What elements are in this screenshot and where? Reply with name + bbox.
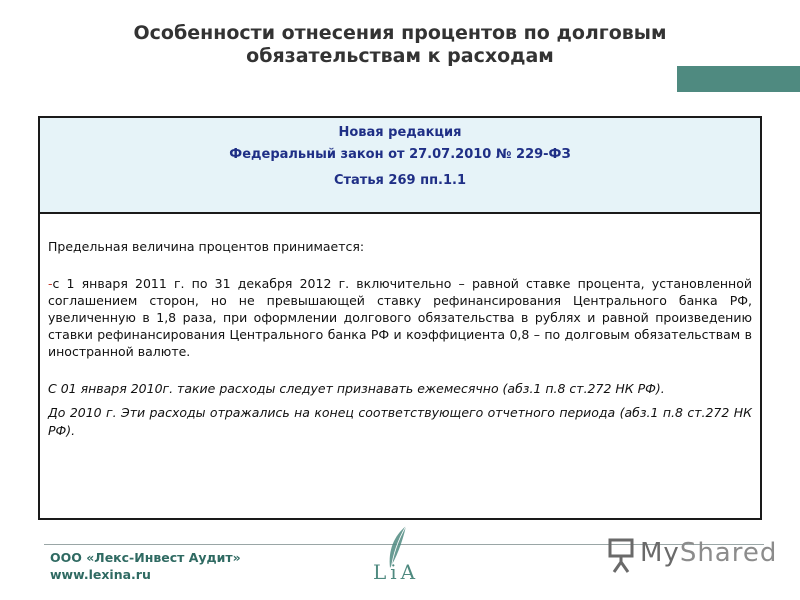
note-before-2010: До 2010 г. Эти расходы отражались на конец соответствующего отчетного периода (абз.1 п.8 ст.272 НК РФ). <box>48 405 752 438</box>
watermark-part2: Shared <box>679 538 778 568</box>
rule-paragraph <box>48 275 752 360</box>
slide-title-line1: Особенности отнесения процентов по долговым <box>133 22 667 44</box>
watermark-text <box>640 538 777 568</box>
rule-dash: - <box>48 276 53 291</box>
myshared-watermark <box>606 536 778 576</box>
note-2010-onward: С 01 января 2010г. такие расходы следует признавать ежемесячно (абз.1 п.8 ст.272 НК РФ). <box>48 381 665 396</box>
presentation-board-icon <box>606 536 636 574</box>
slide-title-line2: обязательствам к расходам <box>246 45 554 67</box>
content-box <box>38 116 762 520</box>
box-body <box>40 214 760 440</box>
footer-company: ООО «Лекс-Инвест Аудит» <box>50 550 241 565</box>
watermark-part1: My <box>640 538 680 568</box>
accent-bar <box>677 66 800 92</box>
header-article: Статья 269 пп.1.1 <box>333 173 467 188</box>
intro-paragraph: Предельная величина процентов принимается: <box>48 239 365 254</box>
slide-title <box>90 22 710 68</box>
box-header <box>40 118 760 214</box>
header-edition: Новая редакция <box>338 125 462 140</box>
footer-url[interactable]: www.lexina.ru <box>50 567 151 582</box>
header-law: Федеральный закон от 27.07.2010 № 229-ФЗ <box>229 147 571 162</box>
company-logo: LiA <box>372 560 420 584</box>
rule-text: с 1 января 2011 г. по 31 декабря 2012 г. включительно – равной ставке процента, установленной соглашением сторон, но не превышающей ставку рефинансирования Центрального банка РФ, увеличенную в 1,8 раза, при оформлении долгового обязательства в рублях и равной произведению ставки рефинансирования Центрального банка РФ и коэффициента 0,8 – по долговым обязательствам в иностранной валюте. <box>48 276 752 359</box>
